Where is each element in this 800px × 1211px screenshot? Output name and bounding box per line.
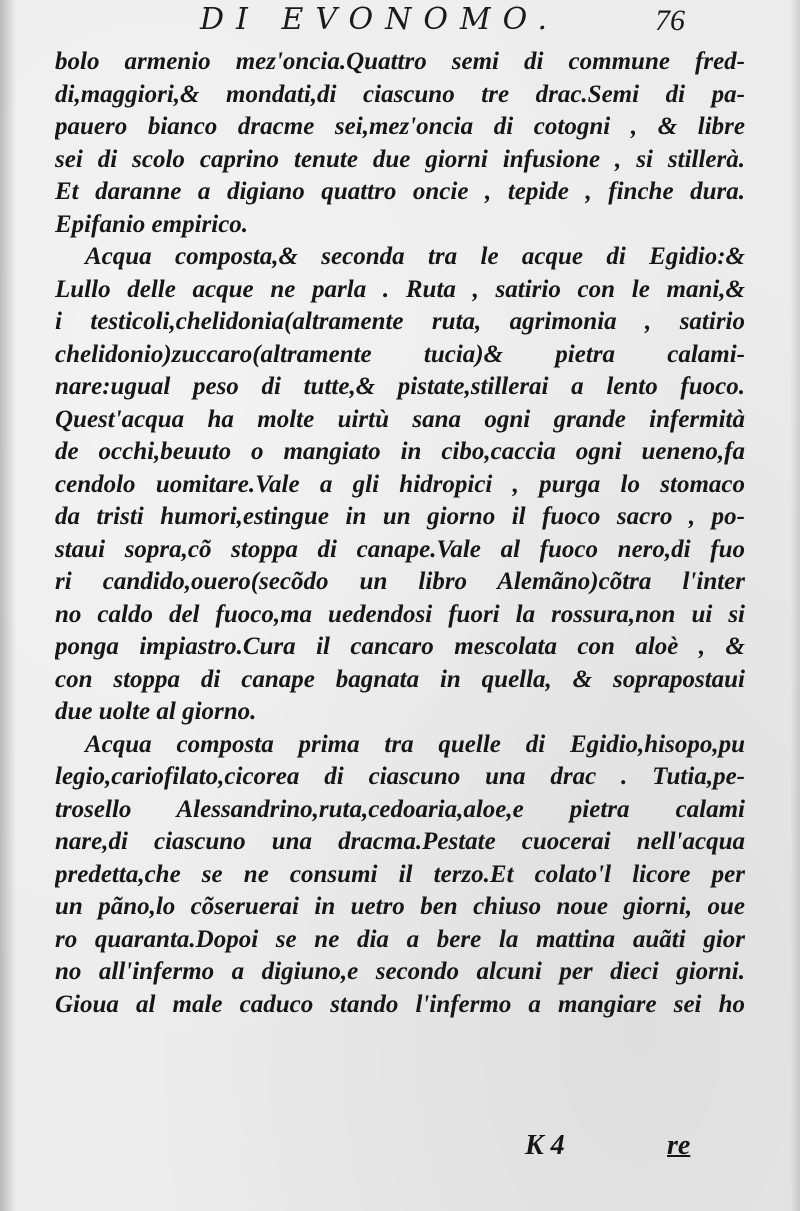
text-line: nare,di ciascuno una dracma.Pestate cuocerai nell'acqua (55, 828, 745, 855)
text-line: trosello Alessandrino,ruta,cedoaria,aloe,e pietra calami (55, 795, 745, 823)
text-line: da tristi humori,estingue in un giorno il fuoco sacro , po- (55, 503, 745, 530)
text-line: bolo armenio mez'oncia.Quattro semi di commune fred- (55, 48, 745, 75)
text-line: ro quaranta.Dopoi se ne dia a bere la mattina auãti gior (55, 925, 745, 953)
text-line: Epifanio empirico. (55, 210, 249, 238)
text-line: no caldo del fuoco,ma uedendosi fuori la rossura,non ui si (55, 600, 745, 628)
text-line: cendolo uomitare.Vale a gli hidropici , purga lo stomaco (55, 470, 745, 498)
page-edge-shadow (790, 0, 800, 1211)
text-line: Lullo delle acque ne parla . Ruta , satirio con le mani,& (55, 275, 745, 303)
text-line: sei di scolo caprino tenute due giorni infusione , si stillerà. (55, 145, 745, 173)
text-line: staui sopra,cõ stoppa di canape.Vale al fuoco nero,di fuo (55, 535, 745, 563)
page-header (55, 2, 745, 46)
text-line: Quest'acqua ha molte uirtù sana ogni grande infermità (55, 405, 745, 433)
text-line: no all'infermo a digiuno,e secondo alcuni per dieci giorni. (55, 958, 745, 985)
page-number: 76 (655, 4, 685, 37)
text-line: due uolte al giorno. (55, 698, 257, 725)
page-body-text (55, 46, 745, 1021)
text-line: de occhi,beuuto o mangiato in cibo,caccia ogni ueneno,fa (55, 438, 745, 465)
running-head: DI EVONOMO. (200, 2, 560, 37)
text-line: legio,cariofilato,cicorea di ciascuno una drac . Tutia,pe- (55, 763, 745, 790)
page-gutter-shadow (0, 0, 16, 1211)
text-line: ri candido,ouero(secõdo un libro Alemãno)cõtra l'inter (55, 568, 745, 595)
text-line: Et daranne a digiano quattro oncie , tepide , finche dura. (55, 178, 745, 205)
text-line: i testicoli,chelidonia(altramente ruta, agrimonia , satirio (55, 308, 745, 335)
text-line: chelidonio)zuccaro(altramente tucia)& pietra calami- (55, 340, 745, 368)
text-line: con stoppa di canape bagnata in quella, & soprapostaui (55, 665, 745, 693)
paragraph-start-line: Acqua composta prima tra quelle di Egidio,hisopo,pu (85, 730, 745, 758)
text-line: pauero bianco dracme sei,mez'oncia di cotogni , & libre (55, 113, 745, 140)
text-line: un pãno,lo cõseruerai in uetro ben chiuso noue giorni, oue (55, 893, 745, 920)
page-footer (55, 1130, 745, 1174)
text-line: nare:ugual peso di tutte,& pistate,stillerai a lento fuoco. (55, 373, 745, 400)
text-line: di,maggiori,& mondati,di ciascuno tre drac.Semi di pa- (55, 80, 745, 108)
text-line: ponga impiastro.Cura il cancaro mescolata con aloè , & (55, 633, 745, 660)
text-line: Gioua al male caduco stando l'infermo a mangiare sei ho (55, 990, 745, 1018)
text-line: predetta,che se ne consumi il terzo.Et colato'l licore per (55, 860, 745, 888)
paragraph-start-line: Acqua composta,& seconda tra le acque di Egidio:& (85, 243, 745, 270)
catchword: re (667, 1130, 691, 1161)
signature-mark: K 4 (525, 1130, 565, 1161)
